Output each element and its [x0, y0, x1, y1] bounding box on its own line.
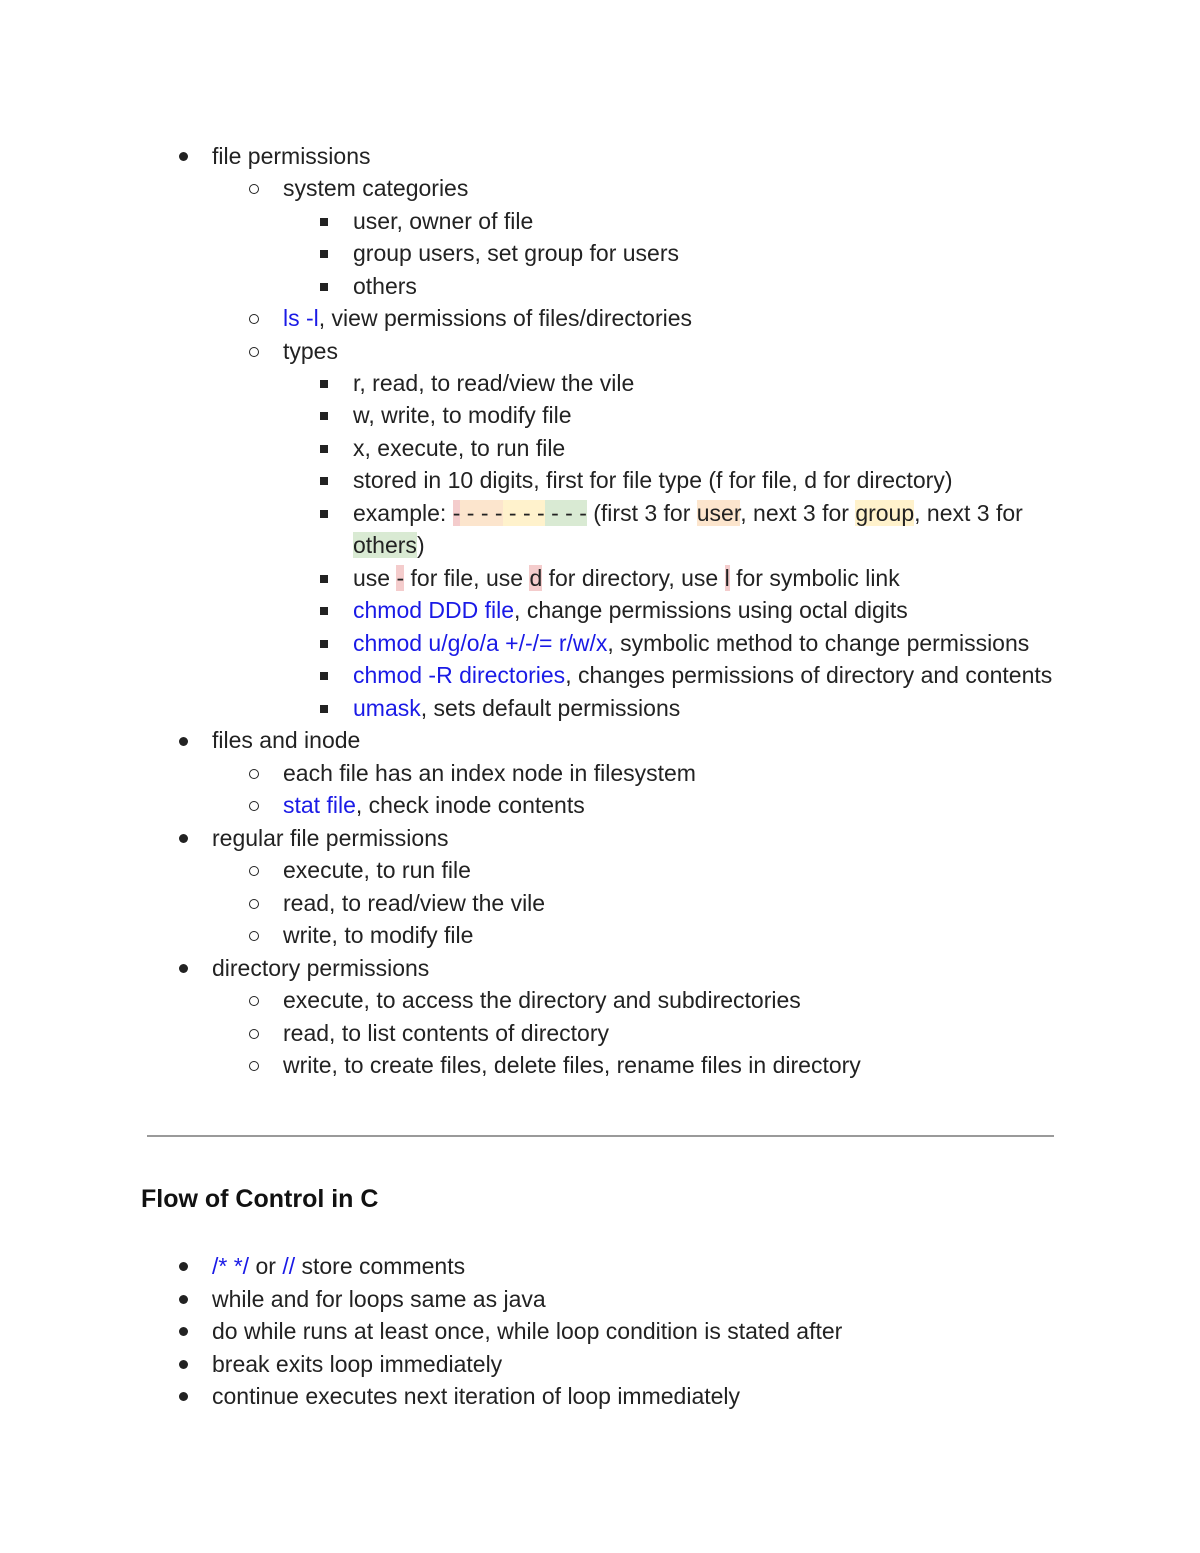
list-item: user, owner of file [353, 208, 534, 234]
list-item: file permissions [212, 143, 371, 169]
bullet-square-icon [320, 640, 328, 648]
bullet-square-icon [320, 250, 328, 258]
highlight-l: l [724, 565, 730, 591]
bullet-square-icon [320, 283, 328, 291]
bullet-square-icon [320, 477, 328, 485]
section-heading: Flow of Control in C [141, 1185, 379, 1213]
bullet-disc-icon [179, 737, 188, 746]
list-item: w, write, to modify file [353, 402, 572, 428]
list-item: break exits loop immediately [212, 1351, 503, 1377]
list-item: example: - - - - - - - - - - (first 3 for user, next 3 for group, next 3 for [353, 500, 1023, 526]
bullet-circle-icon [249, 996, 259, 1006]
bullet-circle-icon [249, 801, 259, 811]
list-item: read, to read/view the vile [283, 890, 546, 916]
list-item: regular file permissions [212, 825, 449, 851]
bullet-circle-icon [249, 347, 259, 357]
list-item: group users, set group for users [353, 240, 679, 266]
list-item: ls -l, view permissions of files/directories [283, 305, 693, 331]
list-item: x, execute, to run file [353, 435, 566, 461]
list-item: system categories [283, 175, 469, 201]
command-text: umask [353, 695, 421, 721]
bullet-disc-icon [179, 964, 188, 973]
command-text: ls -l [283, 305, 319, 331]
list-item: read, to list contents of directory [283, 1020, 609, 1046]
bullet-circle-icon [249, 899, 259, 909]
bullet-disc-icon [179, 1392, 188, 1401]
bullet-disc-icon [179, 834, 188, 843]
bullet-disc-icon [179, 1295, 188, 1304]
list-item: each file has an index node in filesystem [283, 760, 696, 786]
highlight-others: - - - [544, 500, 587, 526]
command-text: chmod -R directories [353, 662, 566, 688]
highlight-user-word: user [696, 500, 741, 526]
list-item: chmod -R directories, changes permissions of directory and contents [353, 662, 1053, 688]
horizontal-divider [147, 1135, 1054, 1137]
list-item: chmod DDD file, change permissions using octal digits [353, 597, 908, 623]
list-item-continuation: others) [353, 532, 425, 558]
list-item: write, to modify file [283, 922, 474, 948]
bullet-square-icon [320, 510, 328, 518]
bullet-disc-icon [179, 1360, 188, 1369]
highlight-group: - - - [502, 500, 545, 526]
bullet-disc-icon [179, 1262, 188, 1271]
list-item: others [353, 273, 417, 299]
list-item: stored in 10 digits, first for file type (f for file, d for directory) [353, 467, 953, 493]
command-text: chmod DDD file [353, 597, 515, 623]
command-text: chmod u/g/o/a +/-/= r/w/x [353, 630, 608, 656]
list-item: execute, to access the directory and subdirectories [283, 987, 801, 1013]
list-item: files and inode [212, 727, 361, 753]
bullet-circle-icon [249, 866, 259, 876]
bullet-square-icon [320, 412, 328, 420]
list-item: directory permissions [212, 955, 430, 981]
highlight-d: d [529, 565, 543, 591]
bullet-circle-icon [249, 1029, 259, 1039]
list-item: write, to create files, delete files, rename files in directory [283, 1052, 861, 1078]
highlight-type: - [452, 500, 461, 526]
list-item: stat file, check inode contents [283, 792, 585, 818]
bullet-square-icon [320, 380, 328, 388]
command-text: // [282, 1253, 296, 1279]
list-item: while and for loops same as java [212, 1286, 546, 1312]
bullet-square-icon [320, 575, 328, 583]
highlight-dash: - [396, 565, 405, 591]
bullet-square-icon [320, 218, 328, 226]
bullet-circle-icon [249, 1061, 259, 1071]
list-item: do while runs at least once, while loop condition is stated after [212, 1318, 843, 1344]
highlight-group-word: group [855, 500, 915, 526]
highlight-user: - - - [460, 500, 503, 526]
bullet-circle-icon [249, 931, 259, 941]
list-item: use - for file, use d for directory, use l for symbolic link [353, 565, 900, 591]
list-item: types [283, 338, 338, 364]
list-item: umask, sets default permissions [353, 695, 681, 721]
bullet-square-icon [320, 607, 328, 615]
list-item: chmod u/g/o/a +/-/= r/w/x, symbolic method to change permissions [353, 630, 1030, 656]
command-text: /* */ [212, 1253, 250, 1279]
list-item: /* */ or // store comments [212, 1253, 466, 1279]
command-text: stat file [283, 792, 356, 818]
bullet-circle-icon [249, 769, 259, 779]
bullet-square-icon [320, 445, 328, 453]
bullet-square-icon [320, 672, 328, 680]
bullet-circle-icon [249, 314, 259, 324]
bullet-square-icon [320, 705, 328, 713]
list-item: r, read, to read/view the vile [353, 370, 635, 396]
list-item: continue executes next iteration of loop immediately [212, 1383, 741, 1409]
bullet-disc-icon [179, 152, 188, 161]
bullet-circle-icon [249, 184, 259, 194]
highlight-others-word: others [353, 532, 417, 558]
list-item: execute, to run file [283, 857, 471, 883]
bullet-disc-icon [179, 1327, 188, 1336]
